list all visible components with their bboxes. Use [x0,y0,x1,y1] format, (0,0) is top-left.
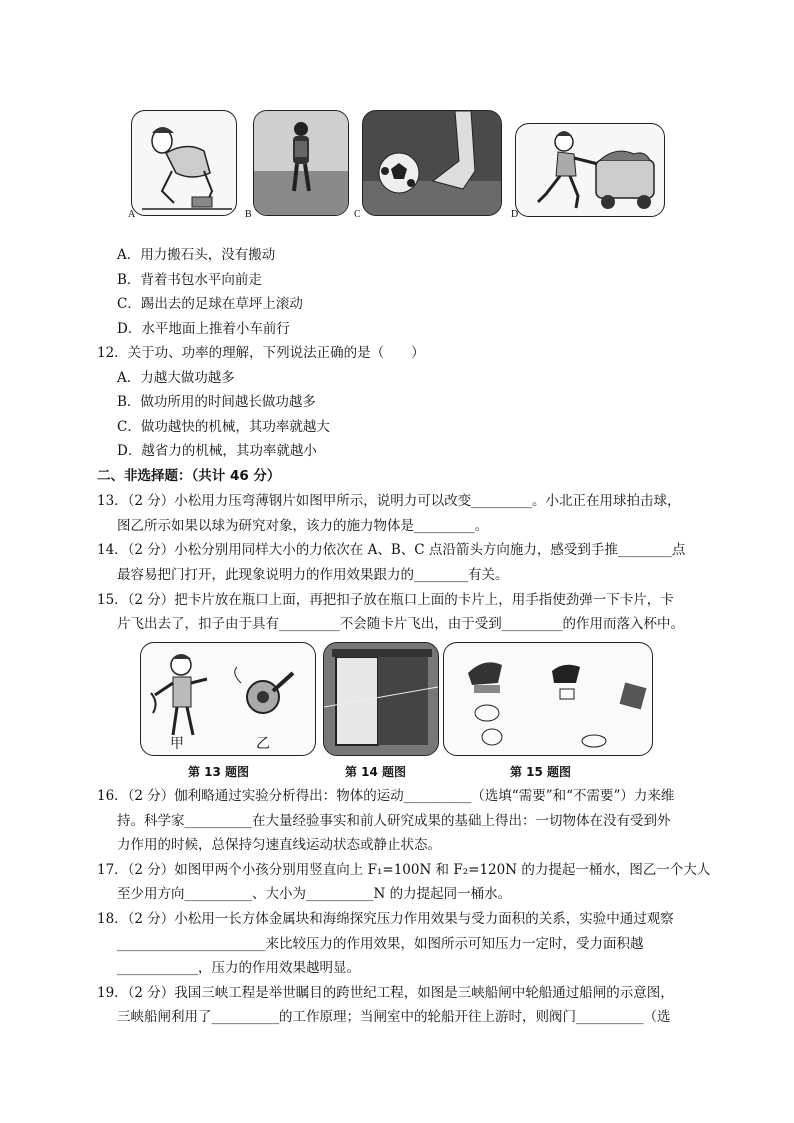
student-walking-with-backpack-photo [254,111,348,215]
image-d [515,123,665,217]
kicking-football-photo [363,111,501,215]
person-lifting-stone-illustration [132,111,236,215]
q13-line-1: 13．（2 分）小松用力压弯薄钢片如图甲所示，说明力可以改变_________。小北正在用球拍击球， [97,493,681,509]
q17-line-2: 至少用方向__________、大小为__________N 的力提起同一桶水。 [117,886,512,902]
q15-line-2: 片飞出去了，扣子由于具有_________不会随卡片飞出，由于受到_________的作用而落入杯中。 [117,616,684,632]
image-a [131,110,237,216]
caption-13: 第 13 题图 [188,765,250,779]
q11-option-d: D．水平地面上推着小车前行 [117,321,290,337]
q17-line-1: 17．（2 分）如图甲两个小孩分别用竖直向上 F₁=100N 和 F₂=120N 的力提起一桶水，图乙一个大人 [97,862,711,878]
q12-option-a: A．力越大做功越多 [117,370,235,386]
caption-14: 第 14 题图 [345,765,407,779]
q15-line-1: 15．（2 分）把卡片放在瓶口上面，再把扣子放在瓶口上面的卡片上，用手指使劲弹一下卡片，卡 [97,592,674,608]
figure-14 [323,642,439,756]
card-button-cup-experiment-illustration [444,643,652,755]
figure-15 [443,642,653,756]
q11-option-c: C．踢出去的足球在草坪上滚动 [117,296,303,312]
q14-line-1: 14．（2 分）小松分别用同样大小的力依次在 A、B、C 点沿箭头方向施力，感受到手推________点 [97,542,686,558]
q16-line-3: 力作用的时候，总保持匀速直线运动状态或静止状态。 [117,837,441,853]
q12-option-c: C．做功越快的机械，其功率就越大 [117,419,330,435]
door-photo [324,643,438,755]
q11-option-a: A．用力搬石头，没有搬动 [117,247,276,263]
q19-line-2: 三峡船闸利用了__________的工作原理；当闸室中的轮船开往上游时，则阀门__________（选 [117,1009,671,1025]
caption-15: 第 15 题图 [510,765,572,779]
q18-line-3: ____________，压力的作用效果越明显。 [117,960,360,976]
image-c-label: C [354,209,361,220]
image-b [253,110,349,216]
image-a-label: A [128,209,136,220]
boy-bending-steel-and-racket-illustration [141,643,315,755]
image-c [362,110,502,216]
q12-option-b: B．做功所用的时间越长做功越多 [117,394,316,410]
figure-13 [140,642,316,756]
boy-pushing-cart-illustration [516,124,664,216]
q11-option-b: B．背着书包水平向前走 [117,272,262,288]
q12-stem: 12．关于功、功率的理解，下列说法正确的是（ ） [97,345,425,361]
section-2-title: 二、非选择题：（共计 46 分） [97,468,281,484]
q18-line-1: 18．（2 分）小松用一长方体金属块和海绵探究压力作用效果与受力面积的关系，实验中通过观察 [97,911,674,927]
image-d-label: D [511,209,519,220]
image-b-label: B [245,209,252,220]
q14-line-2: 最容易把门打开，此现象说明力的作用效果跟力的________有关。 [117,567,509,583]
q16-line-2: 持。科学家__________在大量经验事实和前人研究成果的基础上得出：一切物体在没有受到外 [117,813,671,829]
figure-13-label-yi: 乙 [256,736,270,752]
q18-line-2: ______________________来比较压力的作用效果，如图所示可知压力一定时，受力面积越 [117,936,644,952]
q12-option-d: D．越省力的机械，其功率就越小 [117,443,317,459]
q16-line-1: 16．（2 分）伽利略通过实验分析得出：物体的运动__________（选填“需要”和“不需要”）力来维 [97,788,675,804]
figure-13-label-jia: 甲 [170,736,184,752]
q19-line-1: 19．（2 分）我国三峡工程是举世瞩目的跨世纪工程，如图是三峡船闸中轮船通过船闸的示意图， [97,985,674,1001]
q13-line-2: 图乙所示如果以球为研究对象，该力的施力物体是_________。 [117,518,489,534]
